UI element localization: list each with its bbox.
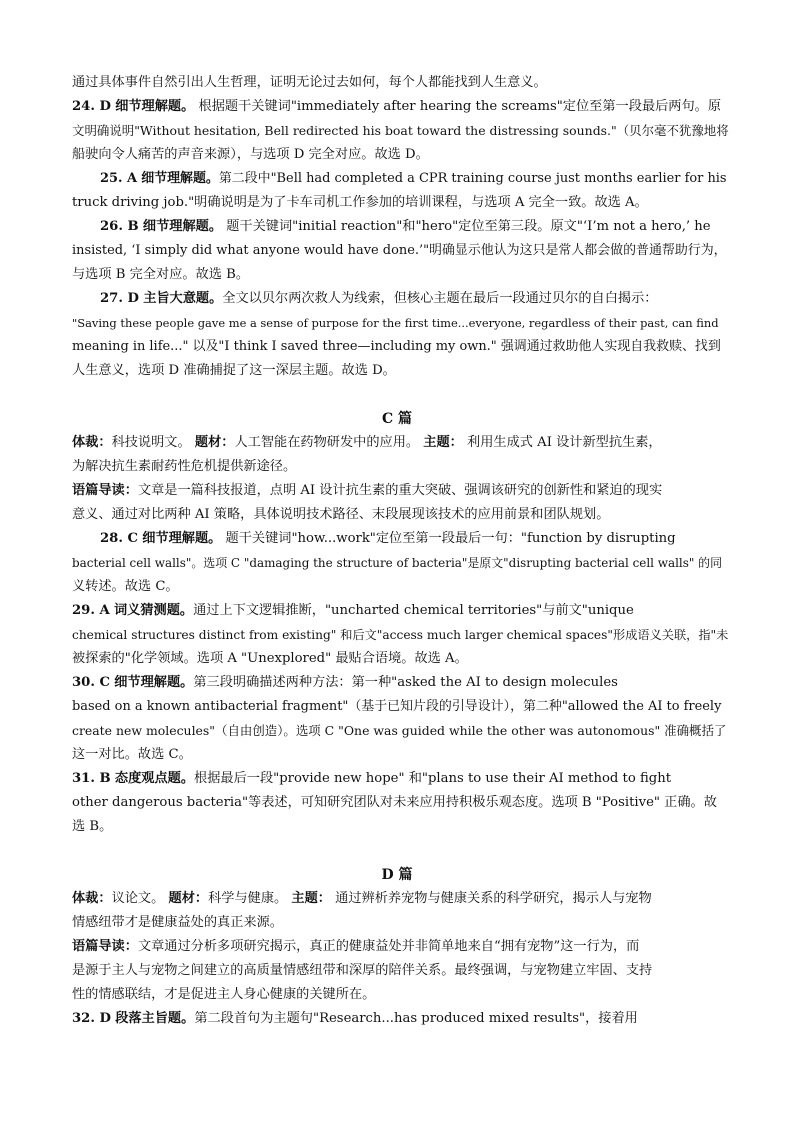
answer-25-text-1: 第二段中"Bell had completed a CPR training course just months earlier for his [218, 171, 727, 186]
section-d-guide-line-1 [72, 938, 732, 956]
answer-28-type: 细节理解题。 [142, 531, 222, 546]
answer-26-number: 26. B [100, 219, 139, 234]
answer-31-line-2: other dangerous bacteria"等表述，可知研究团队对未来应用持积极乐观态度。选项 B "Positive" 正确。故 [72, 795, 717, 810]
answer-26-line-3: 与选项 B 完全对应。故选 B。 [72, 267, 250, 282]
answer-25-type: 细节理解题。 [141, 171, 219, 186]
answer-26-line-1 [100, 218, 732, 236]
section-d-title: D 篇 [381, 867, 413, 883]
answer-32-text-1: 第二段首句为主题句"Research...has produced mixed results"，接着用 [194, 1011, 638, 1026]
answer-29-type: 词义猜测题。 [113, 603, 194, 618]
section-c-guide-line-2: 意义、通过对比两种 AI 策略，具体说明技术路径、末段展现该技术的应用前景和团队规划。 [72, 507, 610, 522]
answer-32-line-1 [72, 1010, 732, 1028]
section-d-topic-label: 题材： [168, 891, 209, 906]
answer-30-line-2: based on a known antibacterial fragment"（基于已知片段的引导设计），第二种"allowed the AI to freely [72, 699, 722, 714]
answer-27-line-1 [100, 290, 732, 308]
section-d-genre: 议论文。 [111, 891, 165, 906]
answer-25-line-1 [100, 170, 732, 188]
answer-25-line-2: truck driving job."明确说明是为了卡车司机工作参加的培训课程，与选项 A 完全一致。故选 A。 [72, 195, 648, 210]
answer-29-text-1: 通过上下文逻辑推断，"uncharted chemical territories"与前文"unique [193, 603, 634, 618]
answer-24-line-2: 文明确说明"Without hesitation, Bell redirected his boat toward the distressing sounds."（贝尔毫不犹豫地将 [72, 123, 729, 138]
section-c-topic-label: 题材： [194, 435, 235, 450]
answer-26-text-1: 题干关键词"initial reaction"和"hero"定位至第三段。原文"‘I’m not a hero,’ he [222, 219, 711, 234]
section-c-theme-label: 主题： [423, 435, 463, 450]
section-d-guide-1: 文章通过分析多项研究揭示，真正的健康益处并非简单地来自“拥有宠物”这一行为，而 [137, 939, 640, 954]
answer-24-text-1: 根据题干关键词"immediately after hearing the screams"定位至第一段最后两句。原 [194, 99, 722, 114]
answer-31-text-1: 根据最后一段"provide new hope" 和"plans to use their AI method to fight [194, 771, 671, 786]
answer-24-number: 24. D [72, 99, 111, 114]
answer-27-number: 27. D [100, 291, 139, 306]
answer-30-type: 细节理解题。 [114, 675, 194, 690]
answer-31-line-3: 选 B。 [72, 819, 113, 834]
answer-29-number: 29. A [72, 603, 110, 618]
answer-27-line-4: 人生意义，选项 D 准确捕捉了这一深层主题。故选 D。 [72, 363, 396, 378]
section-b-intro-end: 通过具体事件自然引出人生哲理，证明无论过去如何，每个人都能找到人生意义。 [72, 75, 547, 90]
section-d-topic: 科学与健康。 [208, 891, 288, 906]
answer-30-number: 30. C [72, 675, 111, 690]
section-d-guide-line-3: 性的情感联结，才是促进主人身心健康的关键所在。 [72, 987, 376, 1002]
answer-24-line-3: 船驶向令人痛苦的声音来源），与选项 D 完全对应。故选 D。 [72, 147, 429, 162]
answer-27-text-1: 全文以贝尔两次救人为线索，但核心主题在最后一段通过贝尔的自白揭示： [222, 291, 658, 306]
answer-27-type: 主旨大意题。 [143, 291, 223, 306]
section-c-topic: 人工智能在药物研发中的应用。 [234, 435, 420, 450]
section-c-genre-label: 体裁： [72, 435, 112, 450]
answer-29-line-1 [72, 602, 732, 620]
answer-30-line-3: create new molecules"（自由创造）。选项 C "One was guided while the other was autonomous" 准确概括了 [72, 723, 727, 738]
section-c-title: C 篇 [381, 411, 413, 427]
answer-24-line-1 [72, 98, 732, 116]
answer-28-line-2: bacterial cell walls"。选项 C "damaging the structure of bacteria"是原文"disrupting bacterial cell walls" 的同 [72, 556, 723, 570]
answer-26-type: 细节理解题。 [142, 219, 223, 234]
section-d-meta-line-1 [72, 890, 732, 908]
section-c-theme-1: 利用生成式 AI 设计新型抗生素， [462, 435, 662, 450]
answer-28-number: 28. C [100, 531, 139, 546]
section-d-genre-label: 体裁： [72, 891, 112, 906]
answer-31-number: 31. B [72, 771, 111, 786]
answer-28-text-1: 题干关键词"how...work"定位至第一段最后一句："function by disrupting [221, 531, 676, 546]
answer-26-line-2: insisted, ‘I simply did what anyone would have done.’"明确显示他认为这只是常人都会做的普通帮助行为， [72, 243, 727, 258]
answer-25-number: 25. A [100, 171, 138, 186]
answer-28-line-1 [100, 530, 732, 548]
answer-31-line-1 [72, 770, 732, 788]
answer-27-line-2: "Saving these people gave me a sense of purpose for the first time...everyone, regardless of their past, can find [72, 316, 719, 330]
section-c-guide-1: 文章是一篇科技报道，点明 AI 设计抗生素的重大突破、强调该研究的创新性和紧迫的现实 [137, 483, 663, 498]
section-c-guide-label: 语篇导读： [72, 483, 138, 498]
section-d-theme-1: 通过辨析养宠物与健康关系的科学研究，揭示人与宠物 [330, 891, 652, 906]
section-d-guide-line-2: 是源于主人与宠物之间建立的高质量情感纽带和深厚的陪伴关系。最终强调，与宠物建立牢固、支持 [72, 963, 653, 978]
section-d-theme-label: 主题： [291, 891, 331, 906]
answer-31-type: 态度观点题。 [114, 771, 195, 786]
section-c-theme-2: 为解决抗生素耐药性危机提供新途径。 [72, 459, 297, 474]
section-c-meta-line-1 [72, 434, 732, 452]
answer-30-text-1: 第三段明确描述两种方法：第一种"asked the AI to design molecules [193, 675, 618, 690]
section-c-genre: 科技说明文。 [111, 435, 191, 450]
answer-29-line-2: chemical structures distinct from existing" 和后文"access much larger chemical spaces"形成语义关联，指"未 [72, 628, 729, 642]
answer-30-line-4: 这一对比。故选 C。 [72, 747, 192, 762]
answer-27-line-3: meaning in life..." 以及"I think I saved three—including my own." 强调通过救助他人实现自我救赎、找到 [72, 339, 721, 354]
answer-32-type: 段落主旨题。 [115, 1011, 195, 1026]
answer-24-type: 细节理解题。 [115, 99, 195, 114]
section-d-guide-label: 语篇导读： [72, 939, 138, 954]
answer-30-line-1 [72, 674, 732, 692]
answer-29-line-3: 被探索的"化学领域。选项 A "Unexplored" 最贴合语境。故选 A。 [72, 651, 468, 666]
answer-32-number: 32. D [72, 1011, 111, 1026]
section-c-guide-line-1 [72, 482, 732, 500]
section-d-theme-2: 情感纽带才是健康益处的真正来源。 [72, 915, 283, 930]
answer-28-line-3: 义转述。故选 C。 [72, 579, 179, 594]
